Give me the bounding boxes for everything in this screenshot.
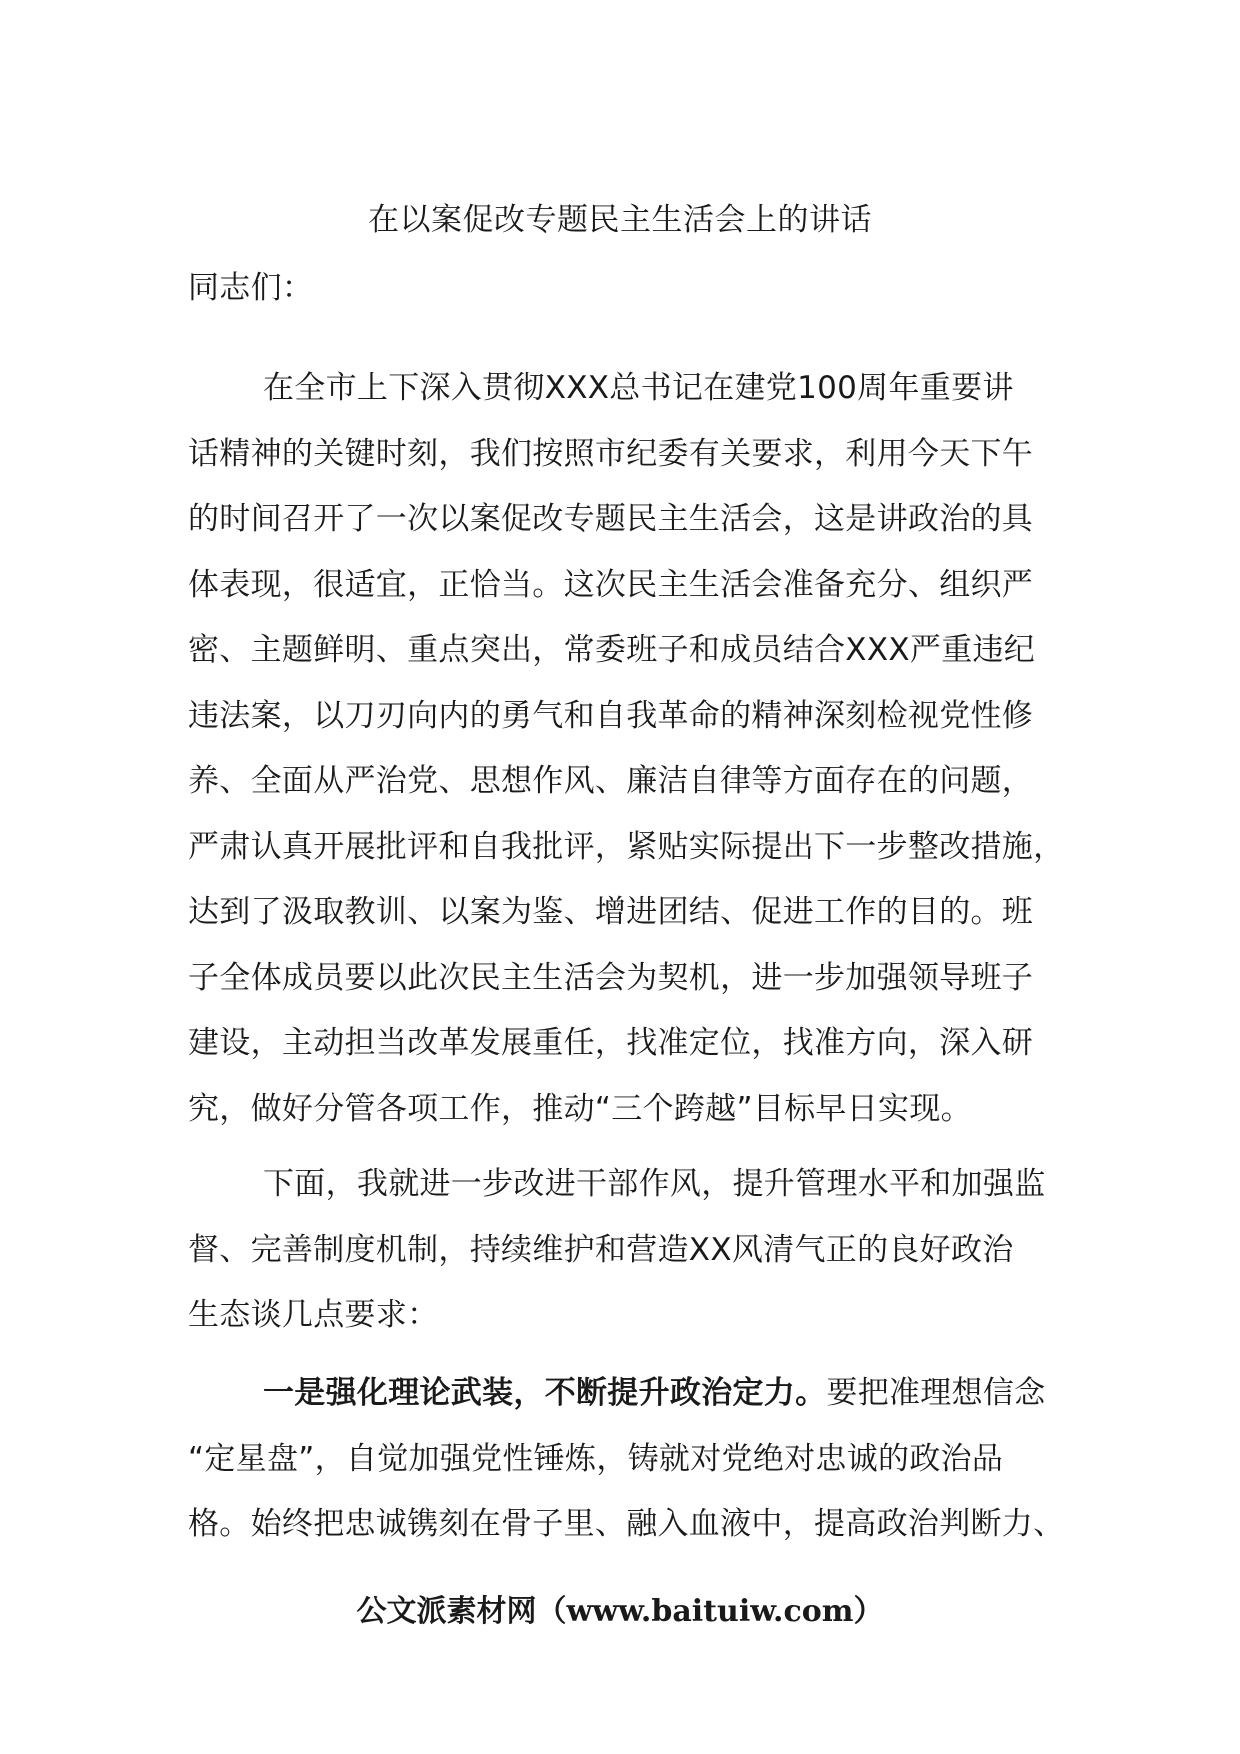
- paragraph-line: “定星盘”，自觉加强党性锤炼，铸就对党绝对忠诚的政治品: [188, 1440, 1004, 1477]
- paragraph-1: [188, 356, 1065, 1142]
- paragraph-line: 严肃认真开展批评和自我批评，紧贴实际提出下一步整改措施，: [188, 828, 1065, 865]
- paragraph-line: 建设，主动担当改革发展重任，找准定位，找准方向，深入研: [188, 1025, 1034, 1061]
- paragraph-2: [188, 1152, 1058, 1349]
- paragraph-line: 生态谈几点要求：: [188, 1297, 439, 1333]
- paragraph-line: 究，做好分管各项工作，推动“三个跨越”目标早日实现。: [188, 1090, 972, 1127]
- paragraph-line: 养、全面从严治党、思想作风、廉洁自律等方面存在的问题，: [188, 763, 1034, 799]
- document-title: 在以案促改专题民主生活会上的讲话: [368, 202, 872, 238]
- paragraph-line: 子全体成员要以此次民主生活会为契机，进一步加强领导班子: [188, 959, 1034, 996]
- footer-watermark: 公文派素材网（www.baituiw.com）: [356, 1594, 884, 1629]
- paragraph-line: 的时间召开了一次以案促改专题民主生活会，这是讲政治的具: [188, 501, 1034, 537]
- paragraph-line: 违法案，以刀刃向内的勇气和自我革命的精神深刻检视党性修: [188, 697, 1034, 734]
- paragraph-line: 体表现，很适宜，正恰当。这次民主生活会准备充分、组织严: [188, 566, 1034, 603]
- paragraph-3: [188, 1361, 1065, 1558]
- paragraph-line: [188, 1361, 1058, 1427]
- paragraph-line: 在全市上下深入贯彻XXX总书记在建党100周年重要讲: [263, 370, 1014, 406]
- paragraph-line: 下面，我就进一步改进干部作风，提升管理水平和加强监: [263, 1166, 1046, 1202]
- paragraph-line: 格。始终把忠诚镌刻在骨子里、融入血液中，提高政治判断力、: [188, 1506, 1065, 1542]
- greeting: 同志们：: [188, 270, 314, 306]
- paragraph-line: 督、完善制度机制，持续维护和营造XX风清气正的良好政治: [188, 1231, 1014, 1268]
- heading-rest: 要把准理想信念: [826, 1375, 1046, 1411]
- paragraph-line: 话精神的关键时刻，我们按照市纪委有关要求，利用今天下午: [188, 435, 1034, 472]
- bold-heading: 一是强化理论武装，不断提升政治定力。: [263, 1375, 827, 1411]
- paragraph-line: 密、主题鲜明、重点突出，常委班子和成员结合XXX严重违纪: [188, 632, 1036, 668]
- paragraph-line: 达到了汲取教训、以案为鉴、增进团结、促进工作的目的。班: [188, 894, 1034, 930]
